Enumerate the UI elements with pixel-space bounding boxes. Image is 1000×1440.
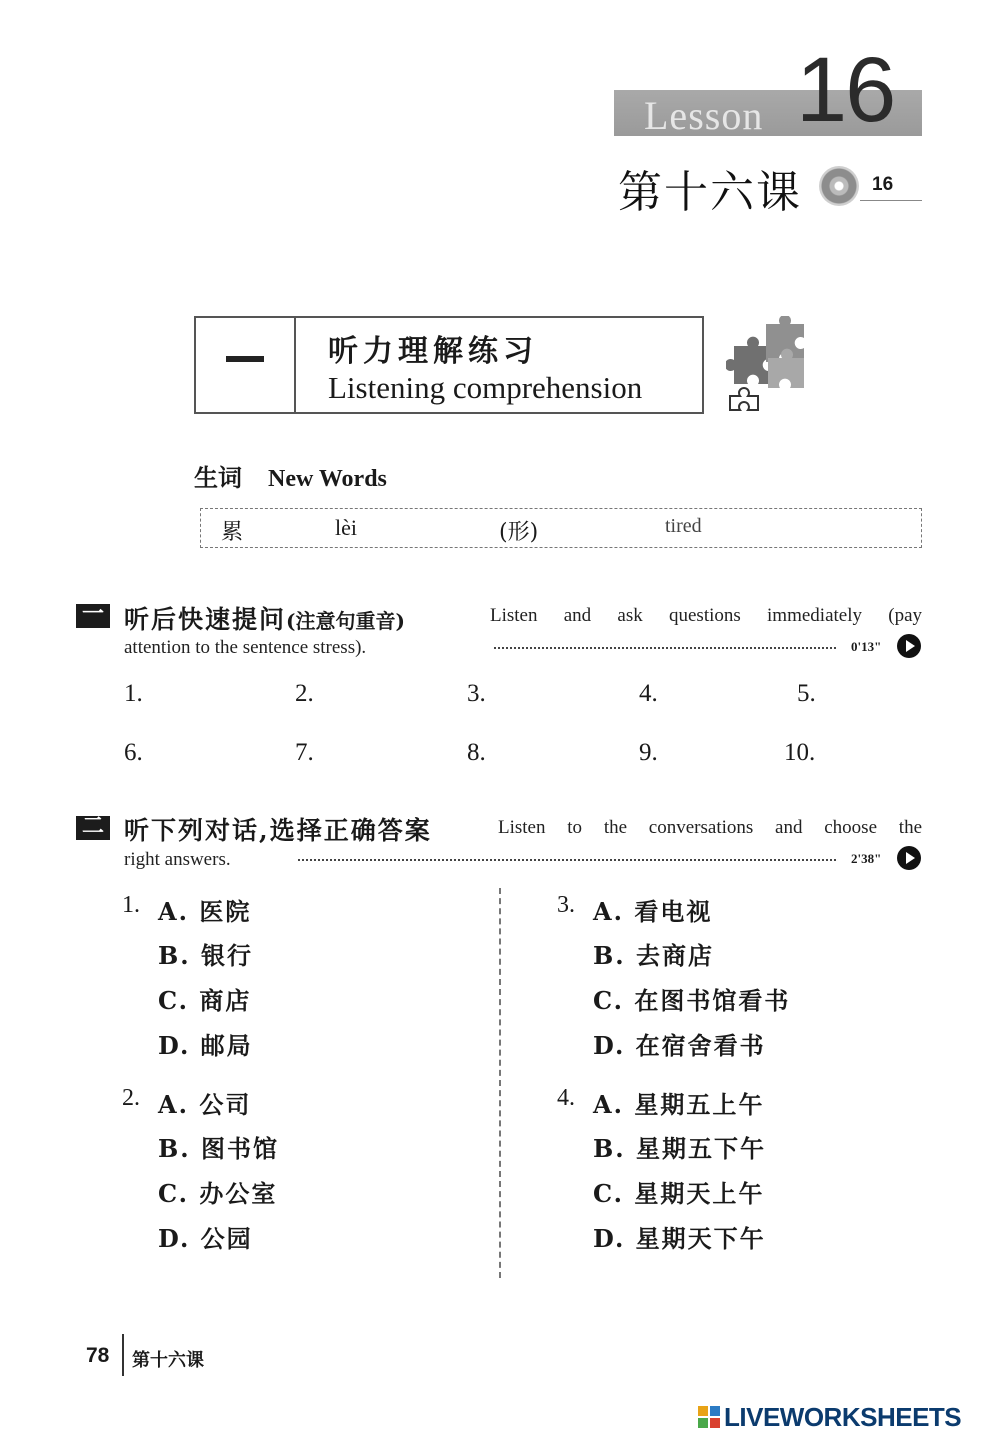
footer-lesson-label: 第十六课 — [132, 1350, 204, 1371]
exercise-1-title-zh: 听后快速提问 — [124, 605, 287, 634]
exercise-2-play-icon[interactable] — [897, 846, 921, 870]
answer-option[interactable]: C. 商店 — [158, 986, 252, 1015]
vocab-word: 累 — [221, 520, 244, 545]
section-box-divider — [294, 318, 296, 412]
puzzle-icon — [726, 316, 812, 416]
exercise-1-badge: 一 — [76, 604, 110, 628]
answer-option[interactable]: C. 在图书馆看书 — [593, 986, 791, 1015]
choices-column-divider — [499, 888, 501, 1278]
ex1-item: 2. — [295, 680, 314, 707]
audio-track-number: 16 — [872, 174, 894, 195]
answer-option[interactable]: A. 星期五上午 — [593, 1090, 765, 1119]
answer-option[interactable]: B. 银行 — [158, 941, 253, 970]
exercise-2-dotted-leader — [298, 859, 836, 861]
ex1-item: 1. — [124, 680, 143, 707]
new-words-heading — [194, 458, 387, 493]
answer-option[interactable]: A. 公司 — [158, 1090, 252, 1119]
exercise-2-title-zh: 听下列对话,选择正确答案 — [124, 816, 432, 845]
vocab-meaning: tired — [665, 515, 702, 537]
answer-option[interactable]: D. 公园 — [158, 1224, 253, 1253]
exercise-1-instruction-line1: Listen and ask questions immediately (pay — [490, 605, 922, 626]
answer-option[interactable]: B. 图书馆 — [158, 1134, 279, 1163]
section-numeral-one — [226, 356, 264, 362]
exercise-1-play-icon[interactable] — [897, 634, 921, 658]
exercise-2-instruction-line2: right answers. — [124, 849, 231, 870]
exercise-2-time: 2'38" — [851, 851, 882, 866]
exercise-1-dotted-leader — [494, 647, 836, 649]
ex1-item: 3. — [467, 680, 486, 707]
answer-option[interactable]: C. 办公室 — [158, 1179, 278, 1208]
vocab-pinyin: lèi — [335, 515, 357, 540]
track-underline — [860, 200, 922, 201]
question-number: 3. — [557, 892, 575, 918]
vocab-part-of-speech: (形) — [499, 520, 539, 545]
lesson-word: Lesson — [644, 93, 764, 138]
ex1-item: 7. — [295, 739, 314, 766]
new-words-heading-en: New Words — [268, 466, 387, 492]
question-number: 1. — [122, 892, 140, 918]
answer-option[interactable]: D. 在宿舍看书 — [593, 1031, 766, 1060]
ex1-item: 9. — [639, 739, 658, 766]
lesson-title-zh: 第十六课 — [618, 167, 802, 218]
vocab-box — [200, 508, 922, 548]
answer-option[interactable]: D. 邮局 — [158, 1031, 253, 1060]
ex1-item: 10. — [784, 739, 816, 766]
answer-option[interactable]: B. 星期五下午 — [593, 1134, 766, 1163]
liveworksheets-watermark[interactable]: LIVEWORKSHEETS — [724, 1402, 962, 1432]
answer-option[interactable]: A. 看电视 — [593, 897, 713, 926]
exercise-1-instruction-line2: attention to the sentence stress). — [124, 637, 367, 658]
answer-option[interactable]: D. 星期天下午 — [593, 1224, 766, 1253]
section-title-box — [194, 316, 704, 414]
new-words-heading-zh: 生词 — [194, 463, 242, 492]
answer-option[interactable]: C. 星期天上午 — [593, 1179, 765, 1208]
exercise-1-heading — [124, 600, 405, 636]
ex1-item: 4. — [639, 680, 658, 707]
exercise-2-badge: 二 — [76, 816, 110, 840]
liveworksheets-logo-icon — [698, 1406, 720, 1428]
exercise-1-time: 0'13" — [851, 639, 882, 654]
lesson-number: 16 — [796, 39, 895, 141]
answer-option[interactable]: A. 医院 — [158, 897, 252, 926]
question-number: 4. — [557, 1085, 575, 1111]
question-number: 2. — [122, 1085, 140, 1111]
ex1-item: 5. — [797, 680, 816, 707]
page-number: 78 — [86, 1344, 110, 1367]
section-title-en: Listening comprehension — [328, 370, 643, 405]
ex1-item: 8. — [467, 739, 486, 766]
ex1-item: 6. — [124, 739, 143, 766]
section-title-zh: 听力理解练习 — [328, 334, 538, 369]
answer-option[interactable]: B. 去商店 — [593, 941, 714, 970]
exercise-2-instruction-line1: Listen to the conversations and choose the — [498, 817, 922, 838]
cd-audio-icon[interactable] — [819, 166, 859, 206]
footer-divider — [122, 1334, 124, 1376]
exercise-1-note-zh: (注意句重音) — [286, 609, 405, 633]
